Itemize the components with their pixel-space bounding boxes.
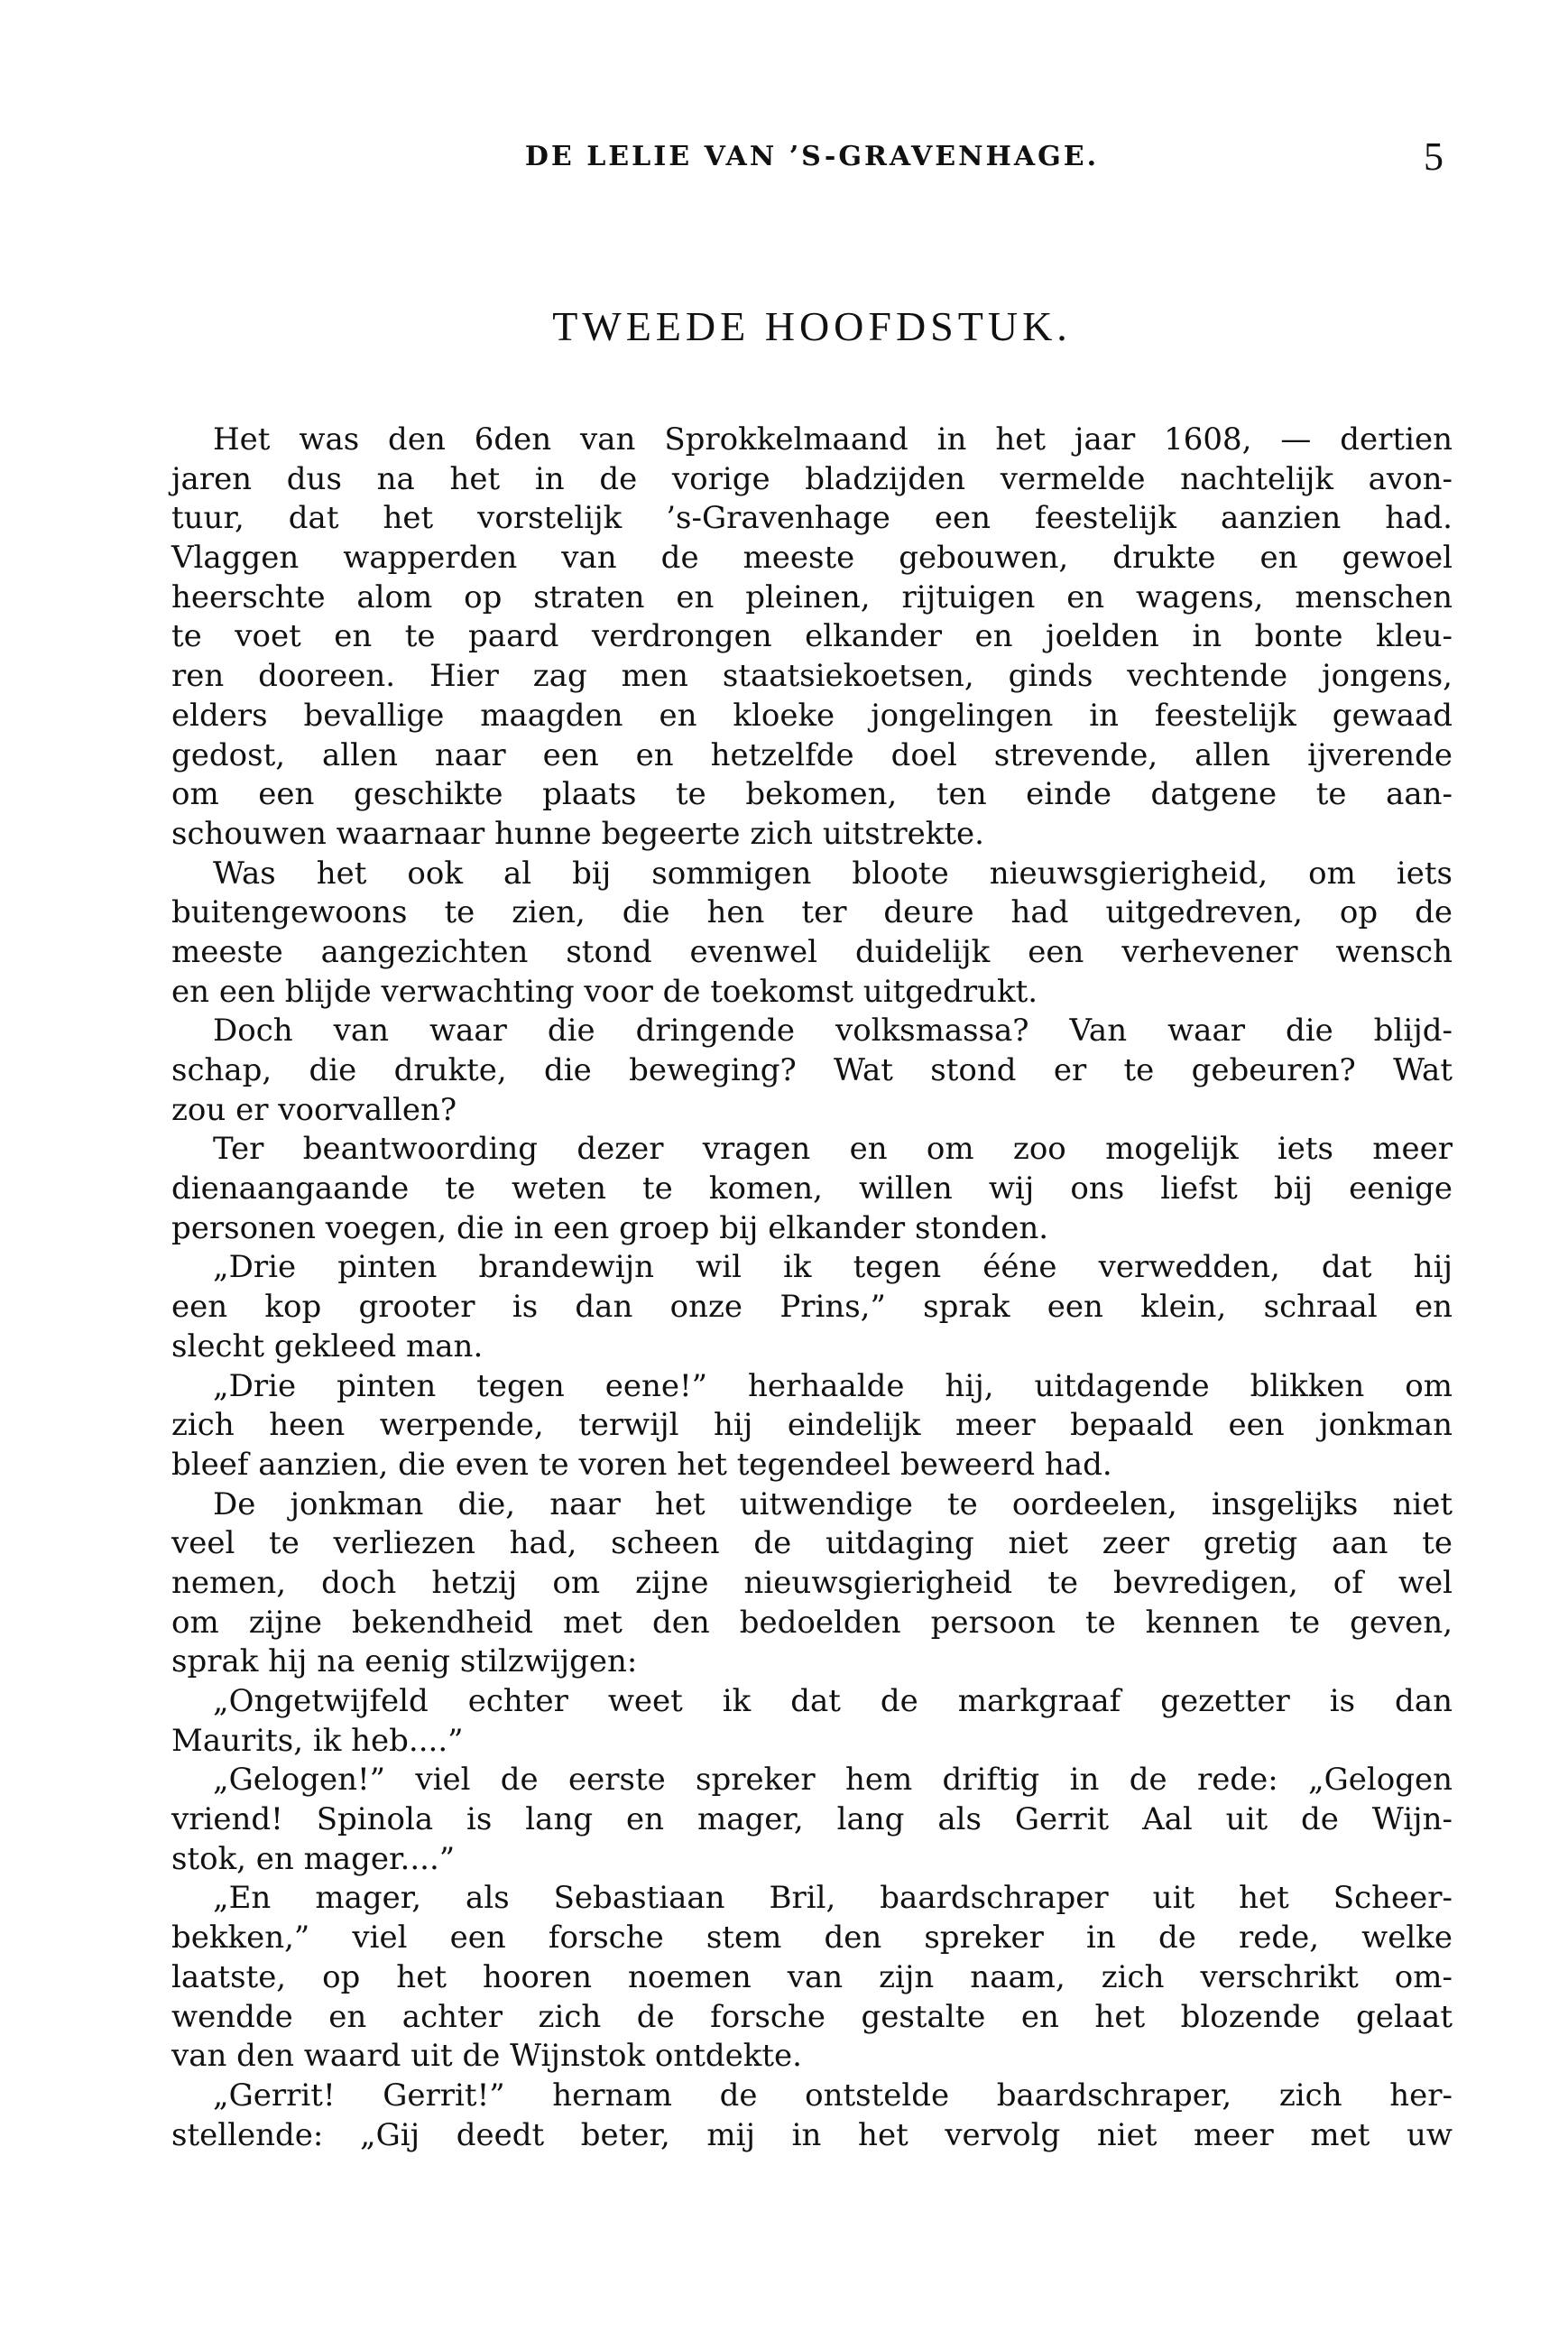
text-line: om een geschikte plaats te bekomen, ten einde datgene te aan-	[171, 776, 1453, 813]
text-line: heerschte alom op straten en pleinen, rijtuigen en wagens, menschen	[171, 578, 1453, 615]
text-line: laatste, op het hooren noemen van zijn naam, zich verschrikt om-	[171, 1958, 1453, 1995]
text-line: te voet en te paard verdrongen elkander en joelden in bonte kleu-	[171, 618, 1453, 655]
text-line: De jonkman die, naar het uitwendige te oordeelen, insgelijks niet	[213, 1485, 1453, 1522]
running-head	[171, 135, 1453, 179]
text-line: Doch van waar die dringende volksmassa? Van waar die blijd-	[213, 1013, 1453, 1050]
text-line: ren dooreen. Hier zag men staatsiekoetsen, ginds vechtende jongens,	[171, 658, 1453, 695]
page-number: 5	[1424, 134, 1443, 179]
text-line: van den waard uit de Wijnstok ontdekte.	[171, 2038, 802, 2075]
running-title: DE LELIE VAN ’S-GRAVENHAGE.	[524, 141, 1100, 172]
text-line: elders bevallige maagden en kloeke jongelingen in feestelijk gewaad	[171, 697, 1453, 734]
text-line: slecht gekleed man.	[171, 1328, 484, 1365]
text-line: schouwen waarnaar hunne begeerte zich uitstrekte.	[171, 815, 984, 852]
text-line: nemen, doch hetzij om zijne nieuwsgierigheid te bevredigen, of wel	[171, 1564, 1453, 1601]
text-line: schap, die drukte, die beweging? Wat stond er te gebeuren? Wat	[171, 1052, 1453, 1088]
text-line: „Drie pinten brandewijn wil ik tegen ééne verwedden, dat hij	[213, 1249, 1453, 1286]
text-line: om zijne bekendheid met den bedoelden persoon te kennen te geven,	[171, 1604, 1453, 1641]
text-line: Maurits, ik heb....”	[171, 1722, 464, 1759]
text-line: Was het ook al bij sommigen bloote nieuwsgierigheid, om iets	[213, 855, 1453, 892]
text-line: Vlaggen wapperden van de meeste gebouwen, drukte en gewoel	[171, 540, 1453, 577]
text-line: „Ongetwijfeld echter weet ik dat de markgraaf gezetter is dan	[213, 1683, 1453, 1719]
text-line: „Gerrit! Gerrit!” hernam de ontstelde baardschraper, zich her-	[213, 2077, 1453, 2114]
text-line: bekken,” viel een forsche stem den spreker in de rede, welke	[171, 1920, 1453, 1957]
body-text	[171, 421, 1453, 2155]
text-line: personen voegen, die in een groep bij elkander stonden.	[171, 1209, 1049, 1246]
text-line: „En mager, als Sebastiaan Bril, baardschraper uit het Scheer-	[213, 1880, 1453, 1917]
text-line: Het was den 6den van Sprokkelmaand in het jaar 1608, — dertien	[213, 421, 1453, 458]
text-line: „Drie pinten tegen eene!” herhaalde hij, uitdagende blikken om	[213, 1367, 1453, 1404]
text-line: wendde en achter zich de forsche gestalte en het blozende gelaat	[171, 1998, 1453, 2035]
text-line: en een blijde verwachting voor de toekomst uitgedrukt.	[171, 973, 1038, 1010]
text-line: veel te verliezen had, scheen de uitdaging niet zeer gretig aan te	[171, 1525, 1453, 1562]
text-line: sprak hij na eenig stilzwijgen:	[171, 1643, 638, 1680]
text-line: zou er voorvallen?	[171, 1091, 457, 1128]
text-line: Ter beantwoording dezer vragen en om zoo mogelijk iets meer	[213, 1131, 1453, 1168]
text-line: stok, en mager....”	[171, 1840, 456, 1877]
text-line: buitengewoons te zien, die hen ter deure had uitgedreven, op de	[171, 894, 1453, 931]
chapter-heading: TWEEDE HOOFDSTUK.	[552, 303, 1072, 349]
text-line: gedost, allen naar een en hetzelfde doel strevende, allen ijverende	[171, 736, 1453, 773]
text-line: tuur, dat het vorstelijk ’s-Gravenhage een feestelijk aanzien had.	[171, 500, 1453, 537]
text-line: „Gelogen!” viel de eerste spreker hem driftig in de rede: „Gelogen	[213, 1762, 1453, 1799]
text-line: bleef aanzien, die even te voren het tegendeel beweerd had.	[171, 1446, 1112, 1483]
text-line: jaren dus na het in de vorige bladzijden vermelde nachtelijk avon-	[171, 460, 1453, 497]
text-line: vriend! Spinola is lang en mager, lang als Gerrit Aal uit de Wijn-	[171, 1801, 1453, 1838]
text-line: meeste aangezichten stond evenwel duidelijk een verhevener wensch	[171, 933, 1453, 970]
text-line: zich heen werpende, terwijl hij eindelijk meer bepaald een jonkman	[171, 1407, 1453, 1444]
text-line: stellende: „Gij deedt beter, mij in het vervolg niet meer met uw	[171, 2116, 1453, 2153]
text-line: dienaangaande te weten te komen, willen wij ons liefst bij eenige	[171, 1170, 1453, 1207]
text-line: een kop grooter is dan onze Prins,” sprak een klein, schraal en	[171, 1289, 1453, 1326]
